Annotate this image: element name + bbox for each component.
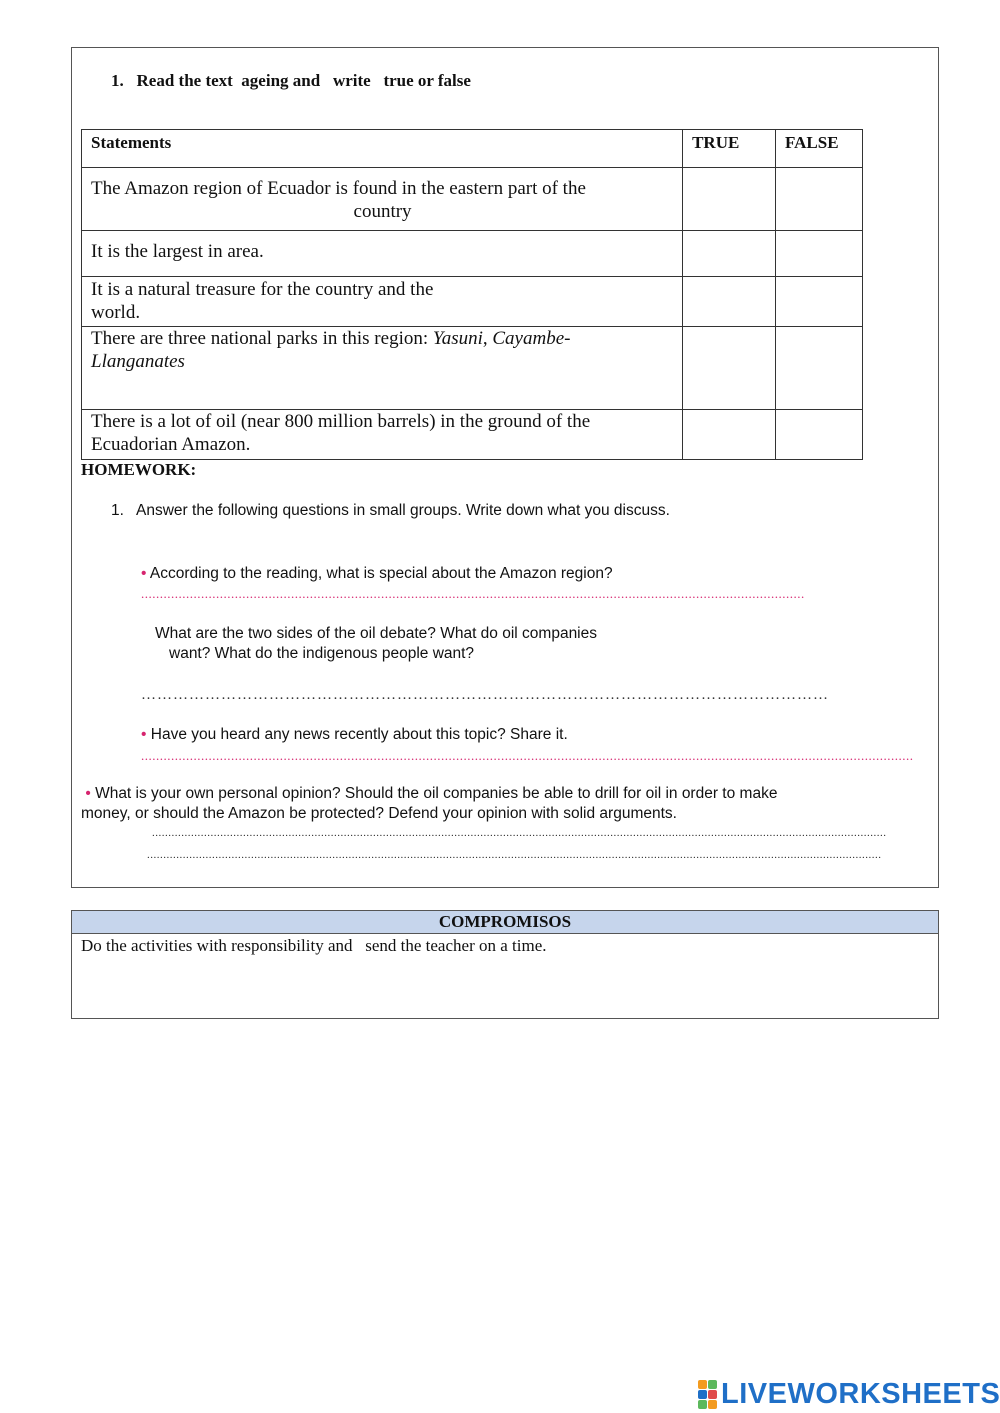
- false-answer-cell[interactable]: [776, 231, 863, 277]
- statement-cell: It is a natural treasure for the country and the world.: [82, 277, 683, 327]
- false-answer-cell[interactable]: [776, 410, 863, 460]
- answer-line-5[interactable]: ..................................................................................................................................................................................................................................: [147, 849, 882, 861]
- true-answer-cell[interactable]: [683, 231, 776, 277]
- false-answer-cell[interactable]: [776, 277, 863, 327]
- question-2: What are the two sides of the oil debate? What do oil companies want? What do the indigenous people want?: [155, 625, 597, 662]
- exercise-instruction: 1. Read the text ageing and write true or false: [111, 71, 471, 90]
- table-row: [82, 168, 863, 231]
- question-3: • Have you heard any news recently about this topic? Share it.: [141, 726, 568, 743]
- answer-line-3[interactable]: ..............................................................................................................................................................................................................: [141, 748, 914, 763]
- header-statements: Statements: [82, 130, 683, 168]
- answer-line-4[interactable]: ..................................................................................................................................................................................................................................: [152, 827, 887, 839]
- header-false: FALSE: [776, 130, 863, 168]
- compromisos-title: COMPROMISOS: [72, 911, 938, 934]
- table-row: [82, 327, 863, 410]
- false-answer-cell[interactable]: [776, 168, 863, 231]
- true-false-table: [81, 129, 863, 460]
- true-answer-cell[interactable]: [683, 168, 776, 231]
- table-header-row: [82, 130, 863, 168]
- logo-mark-icon: [698, 1380, 717, 1409]
- compromisos-box: [71, 910, 939, 1019]
- answer-line-1[interactable]: .................................................................................................................................................................................: [141, 586, 805, 601]
- table-row: [82, 231, 863, 277]
- statement-cell: There is a lot of oil (near 800 million barrels) in the ground of the Ecuadorian Amazon.: [82, 410, 683, 460]
- question-4: • What is your own personal opinion? Should the oil companies be able to drill for oil in order to make money, or should the Amazon be protected? Defend your opinion with solid arguments.: [81, 785, 778, 822]
- homework-instruction: 1. Answer the following questions in small groups. Write down what you discuss.: [111, 502, 670, 519]
- liveworksheets-logo: [698, 1378, 1000, 1411]
- true-answer-cell[interactable]: [683, 327, 776, 410]
- statement-cell: There are three national parks in this region: Yasuni, Cayambe- Llanganates: [82, 327, 683, 410]
- statement-cell: It is the largest in area.: [82, 231, 683, 277]
- statement-cell: The Amazon region of Ecuador is found in the eastern part of the country: [82, 168, 683, 231]
- question-1: • According to the reading, what is special about the Amazon region?: [141, 565, 613, 582]
- false-answer-cell[interactable]: [776, 327, 863, 410]
- answer-line-2[interactable]: …………………………………………………………………………………………………………………: [141, 687, 829, 703]
- true-answer-cell[interactable]: [683, 410, 776, 460]
- homework-title: HOMEWORK:: [81, 460, 197, 479]
- true-answer-cell[interactable]: [683, 277, 776, 327]
- header-true: TRUE: [683, 130, 776, 168]
- compromisos-text: Do the activities with responsibility and send the teacher on a time.: [81, 936, 547, 955]
- table-row: [82, 410, 863, 460]
- table-row: [82, 277, 863, 327]
- logo-text: LIVEWORKSHEETS: [721, 1378, 1000, 1410]
